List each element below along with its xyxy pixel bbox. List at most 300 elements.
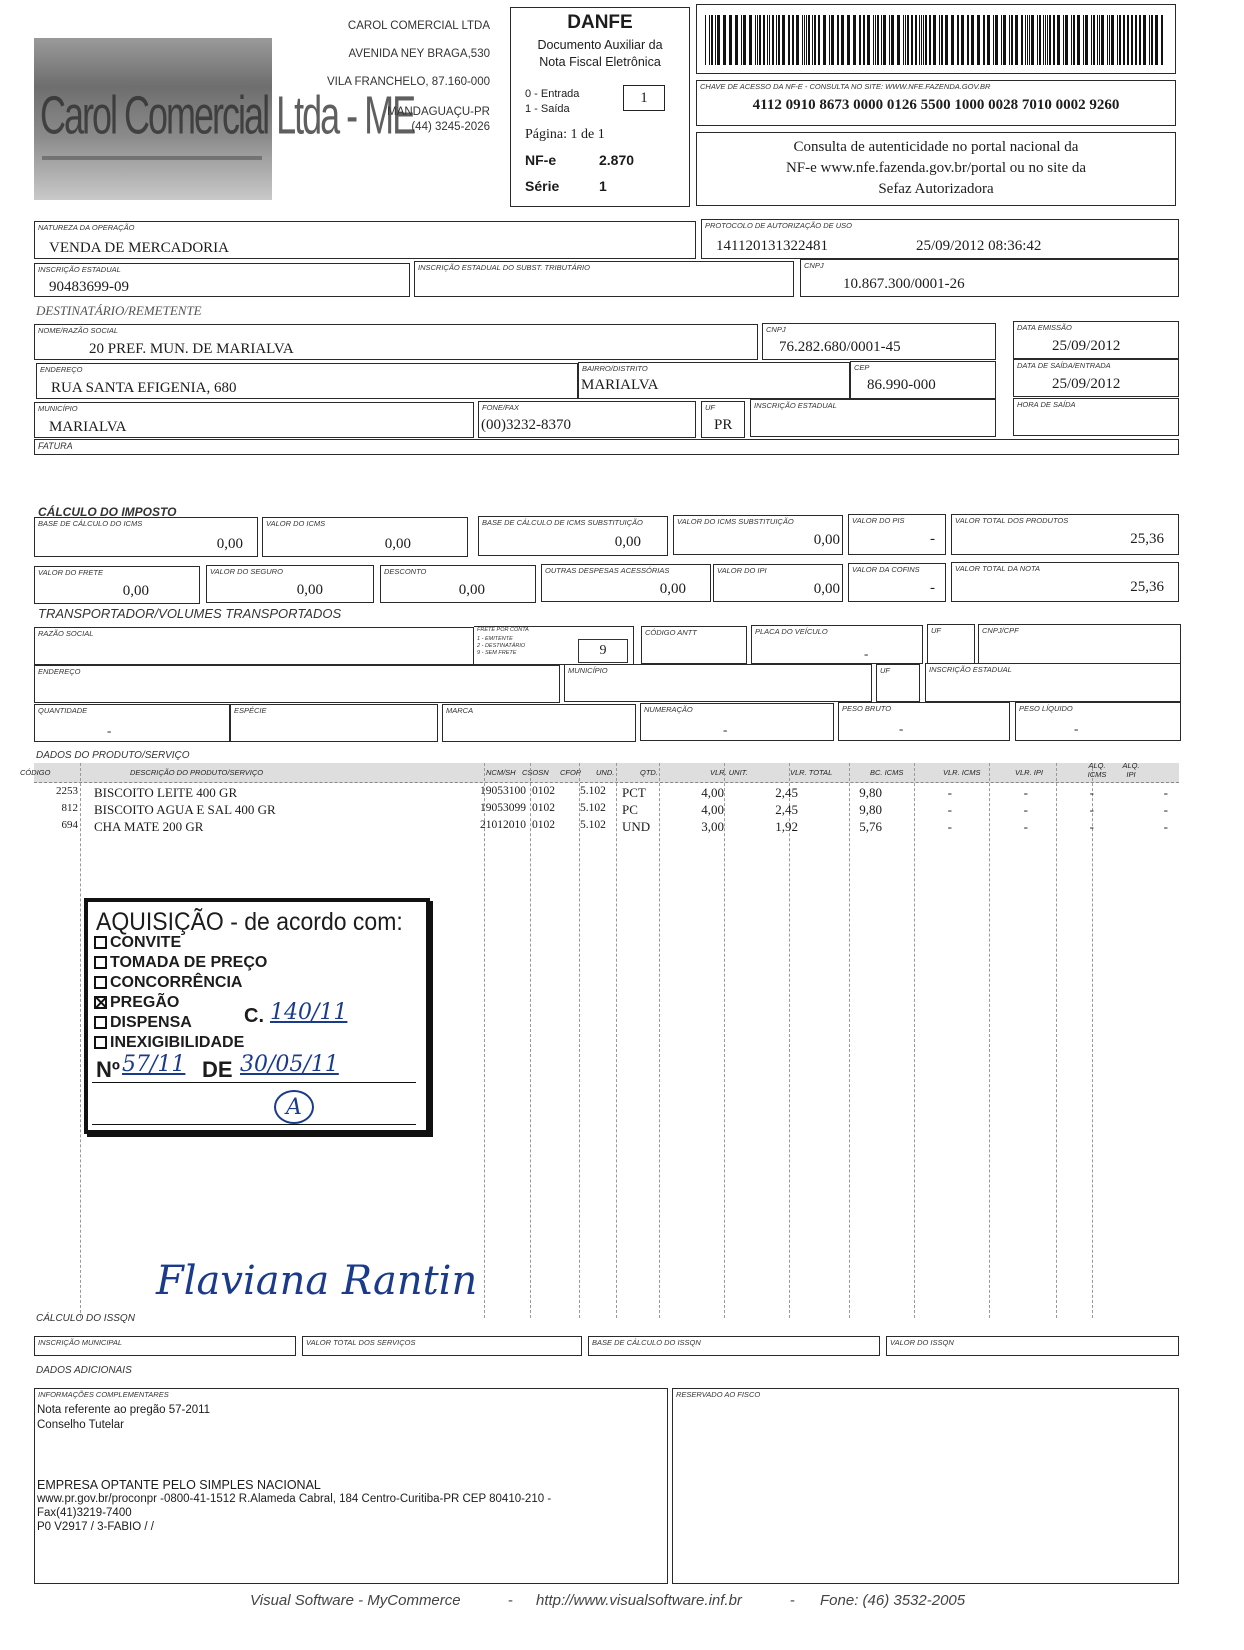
other-expenses-box: [541, 564, 711, 602]
danfe-title: DANFE: [567, 12, 633, 33]
info-line-5: Fax(41)3219-7400: [37, 1507, 132, 1519]
products-header-vlr-total: VLR. TOTAL: [790, 768, 833, 777]
base-icms-st-box: [478, 516, 668, 556]
exit-date-box: [1013, 359, 1179, 397]
carrier-ie-box: [925, 663, 1181, 702]
stamp-option-label: CONVITE: [110, 934, 182, 951]
cell-code: 2253: [56, 785, 78, 797]
ie-box: [34, 263, 410, 297]
barcode-bar: [1057, 15, 1060, 65]
products-column-divider: [659, 763, 660, 1318]
stamp-initials: A: [274, 1090, 314, 1124]
access-key-label: CHAVE DE ACESSO DA NF-E - CONSULTA NO SITE: WWW.NFE.FAZENDA.GOV.BR: [700, 82, 991, 91]
freight-mode-box: [474, 626, 634, 665]
gross-weight-box: [838, 702, 1010, 741]
barcode-bar: [1151, 15, 1153, 65]
barcode-bar: [945, 15, 948, 65]
cell-unit: PC: [622, 802, 638, 817]
barcode-bar: [1071, 15, 1072, 65]
barcode-bar: [743, 15, 746, 65]
base-icms-box: [34, 517, 258, 557]
consult-line-1: Consulta de autenticidade no portal nacional da: [793, 139, 1079, 155]
cell-aliquot: -: [1163, 785, 1168, 800]
barcode-bar: [881, 15, 882, 65]
stamp-option-1: [94, 934, 181, 952]
logo-text: Carol Comercial Ltda - ME: [40, 84, 415, 146]
uf-value: PR: [714, 417, 733, 433]
barcode-bar: [1003, 15, 1006, 65]
barcode-bar: [1083, 15, 1084, 65]
barcode-bar: [983, 15, 985, 65]
emitter-address: AVENIDA NEY BRAGA,530: [348, 48, 490, 60]
barcode-bar: [915, 15, 917, 65]
issqn-base-label: BASE DE CÁLCULO DO ISSQN: [592, 1338, 701, 1347]
emission-date-label: DATA EMISSÃO: [1017, 323, 1072, 332]
cell-cfop: 5.102: [580, 802, 606, 814]
district-value: MARIALVA: [581, 377, 659, 393]
icms-label: VALOR DO ICMS: [266, 519, 326, 528]
barcode-bar: [709, 15, 710, 65]
cell-ncm: 19053099: [480, 802, 526, 814]
recipient-name-box: [34, 324, 758, 360]
cell-qty: 4,00: [701, 802, 724, 817]
products-column-divider: [1089, 763, 1094, 1318]
barcode-bar: [818, 15, 820, 65]
cell-code: 812: [61, 802, 78, 814]
barcode-bar: [1047, 15, 1048, 65]
gross-weight-label: PESO BRUTO: [842, 704, 892, 713]
freight-mode-value: 9: [578, 639, 628, 663]
products-column-divider: [530, 763, 531, 1318]
barcode-bar: [1107, 15, 1108, 65]
discount-label: DESCONTO: [384, 567, 427, 576]
products-header-alq-icms: ALQ. ICMS: [1087, 761, 1107, 779]
cofins-value: -: [930, 580, 935, 596]
icms-st-value: 0,00: [813, 532, 840, 548]
barcode-bar: [873, 15, 874, 65]
barcode-bar: [1097, 15, 1098, 65]
barcode-bar: [971, 15, 974, 65]
barcode-bar: [759, 15, 761, 65]
base-icms-st-label: BASE DE CÁLCULO DE ICMS SUBSTITUIÇÃO: [482, 518, 643, 527]
products-header-vlr-unit: VLR. UNIT.: [710, 768, 748, 777]
barcode-bar: [853, 15, 856, 65]
total-products-label: VALOR TOTAL DOS PRODUTOS: [955, 516, 1069, 525]
barcode-bar: [823, 15, 826, 65]
cell-total: 9,80: [859, 802, 882, 817]
fisco-label: RESERVADO AO FISCO: [676, 1390, 761, 1399]
barcode-bar: [769, 15, 770, 65]
barcode-bar: [755, 15, 756, 65]
carrier-uf2-label: UF: [880, 666, 890, 675]
info-line-3: EMPRESA OPTANTE PELO SIMPLES NACIONAL: [37, 1478, 321, 1492]
barcode-bar: [883, 15, 886, 65]
species-label: ESPÉCIE: [234, 706, 267, 715]
numbering-value: -: [723, 722, 728, 737]
qty-value: -: [107, 723, 112, 738]
emitter-cnpj-label: CNPJ: [804, 261, 824, 270]
barcode-bar: [1011, 15, 1013, 65]
stamp-option-label: TOMADA DE PREÇO: [110, 954, 268, 971]
protocol-datetime: 25/09/2012 08:36:42: [916, 238, 1042, 254]
pis-value: -: [930, 531, 935, 547]
issqn-base-box: [588, 1336, 880, 1356]
icms-st-label: VALOR DO ICMS SUBSTITUIÇÃO: [677, 517, 794, 526]
phone-label: FONE/FAX: [482, 403, 519, 412]
cell-code: 694: [61, 819, 78, 831]
ie-st-label: INSCRIÇÃO ESTADUAL DO SUBST. TRIBUTÁRIO: [418, 263, 590, 272]
cell-cfop: 5.102: [580, 819, 606, 831]
barcode-bar: [1053, 15, 1055, 65]
ipi-value: 0,00: [813, 581, 840, 597]
barcode-bar: [1143, 15, 1146, 65]
additional-section: DADOS ADICIONAIS: [36, 1365, 132, 1376]
carrier-address-box: [34, 665, 560, 703]
barcode-bar: [1025, 15, 1026, 65]
footer-sep-1: -: [508, 1592, 513, 1609]
footer-url[interactable]: http://www.visualsoftware.inf.br: [536, 1592, 742, 1609]
emitter-city: MANDAGUAÇU-PR: [387, 106, 490, 118]
barcode-bar: [711, 15, 713, 65]
recipient-cnpj: 76.282.680/0001-45: [779, 339, 901, 355]
recipient-section: DESTINATÁRIO/REMETENTE: [36, 303, 202, 318]
nature-box: [34, 221, 696, 259]
antt-box: [641, 626, 747, 664]
cell-bc-icms: -: [947, 802, 952, 817]
stamp-option-2: [94, 954, 267, 972]
barcode-bar: [1039, 15, 1041, 65]
stamp-option-label: CONCORRÊNCIA: [110, 974, 243, 991]
cell-icms-value: -: [1023, 802, 1028, 817]
barcode-bar: [837, 15, 839, 65]
barcode-bar: [977, 15, 980, 65]
operation-type: 1: [623, 85, 665, 111]
services-total-box: [302, 1336, 582, 1356]
barcode-bar: [903, 15, 904, 65]
transport-section: TRANSPORTADOR/VOLUMES TRANSPORTADOS: [38, 606, 342, 621]
barcode-bar: [1077, 15, 1080, 65]
footer-software: Visual Software - MyCommerce: [250, 1592, 461, 1609]
barcode-bar: [776, 15, 777, 65]
city-box: [34, 402, 474, 438]
city-label: MUNICÍPIO: [38, 404, 78, 413]
barcode-bar: [1073, 15, 1075, 65]
brand-box: [442, 704, 636, 742]
uf-label: UF: [705, 403, 715, 412]
checkbox-icon: [94, 1016, 107, 1029]
info-line-2: Conselho Tutelar: [37, 1419, 124, 1431]
cell-unit: PCT: [622, 785, 646, 800]
barcode-bar: [812, 15, 813, 65]
barcode-bar: [933, 15, 936, 65]
stamp-date-value: 30/05/11: [240, 1052, 339, 1077]
freight-label: VALOR DO FRETE: [38, 568, 104, 577]
barcode-bar: [1093, 15, 1095, 65]
ie-value: 90483699-09: [49, 279, 129, 295]
barcode-bar: [941, 15, 943, 65]
barcode-bar: [957, 15, 959, 65]
net-weight-label: PESO LÍQUIDO: [1019, 704, 1073, 713]
brand-label: MARCA: [446, 706, 474, 715]
products-column-divider: [849, 763, 850, 1318]
barcode-bar: [891, 15, 894, 65]
danfe-subtitle-2: Nota Fiscal Eletrônica: [539, 55, 661, 69]
cell-unit: UND: [622, 819, 651, 834]
total-note-value: 25,36: [1130, 579, 1164, 595]
barcode-bar: [1045, 15, 1046, 65]
discount-box: [380, 565, 536, 603]
carrier-cnpj-label: CNPJ/CPF: [982, 626, 1019, 635]
barcode-bar: [867, 15, 870, 65]
freight-box: [34, 566, 200, 604]
issqn-value-label: VALOR DO ISSQN: [890, 1338, 954, 1347]
cell-ipi-value: -: [1089, 819, 1094, 834]
products-header-csosn: CSOSN: [522, 768, 549, 777]
barcode-bar: [907, 15, 909, 65]
cofins-box: [848, 563, 946, 602]
services-total-label: VALOR TOTAL DOS SERVIÇOS: [306, 1338, 416, 1347]
cell-unit-price: 2,45: [775, 785, 798, 800]
products-column-divider: [789, 763, 790, 1318]
emitter-cnpj-value: 10.867.300/0001-26: [843, 276, 965, 292]
recipient-ie-label: INSCRIÇÃO ESTADUAL: [754, 401, 837, 410]
plate-label: PLACA DO VEÍCULO: [755, 627, 828, 636]
issqn-section: CÁLCULO DO ISSQN: [36, 1313, 135, 1324]
checked-box-icon: [94, 996, 107, 1009]
signature: Flaviana Rantin: [156, 1258, 478, 1304]
cell-bc-icms: -: [947, 819, 952, 834]
carrier-city-label: MUNICÍPIO: [568, 666, 608, 675]
barcode-bar: [796, 15, 799, 65]
products-header-vlr-ipi: VLR. IPI: [1015, 768, 1043, 777]
municipal-registration-box: [34, 1336, 296, 1356]
barcode-bar: [897, 15, 900, 65]
barcode-bar: [1009, 15, 1010, 65]
barcode-bar: [1139, 15, 1141, 65]
barcode-bar: [757, 15, 758, 65]
barcode: [705, 15, 1167, 65]
recipient-name-label: NOME/RAZÃO SOCIAL: [38, 326, 119, 335]
issqn-value-box: [886, 1336, 1179, 1356]
cell-aliquot: -: [1163, 802, 1168, 817]
exit-date-label: DATA DE SAÍDA/ENTRADA: [1017, 361, 1111, 370]
stamp-date-label: DE: [202, 1057, 233, 1082]
qty-label: QUANTIDADE: [38, 706, 88, 715]
pis-box: [848, 514, 946, 555]
plate-value: -: [864, 646, 869, 661]
barcode-bar: [877, 15, 879, 65]
cep-label: CEP: [854, 363, 870, 372]
total-note-label: VALOR TOTAL DA NOTA: [955, 564, 1041, 573]
net-weight-value: -: [1074, 721, 1079, 736]
recipient-address-box: [36, 363, 578, 399]
freight-mode-label: FRETE POR CONTA: [477, 627, 529, 633]
consult-line-2: NF-e www.nfe.fazenda.gov.br/portal ou no site da: [785, 160, 1087, 176]
table-row: [34, 802, 1179, 819]
footer-sep-2: -: [790, 1592, 795, 1609]
info-line-1: Nota referente ao pregão 57-2011: [37, 1404, 211, 1416]
insurance-box: [206, 565, 374, 603]
barcode-bar: [875, 15, 876, 65]
barcode-bar: [993, 15, 994, 65]
barcode-bar: [1117, 15, 1118, 65]
products-column-divider: [484, 763, 485, 1318]
barcode-bar: [717, 15, 720, 65]
products-header-bc-icms: BC. ICMS: [870, 768, 904, 777]
consult-box: [696, 132, 1176, 206]
ipi-box: [713, 564, 843, 602]
barcode-bar: [995, 15, 998, 65]
barcode-bar: [919, 15, 920, 65]
table-row: [34, 819, 1179, 836]
barcode-bar: [778, 15, 780, 65]
emission-date-box: [1013, 321, 1179, 359]
exit-label: 1 - Saída: [525, 103, 570, 115]
barcode-bar: [814, 15, 816, 65]
recipient-address-label: ENDEREÇO: [40, 365, 83, 374]
stamp-option-5: [94, 1014, 192, 1032]
district-label: BAIRRO/DISTRITO: [582, 364, 648, 373]
products-header-descri-o-do-produto-servi-o: DESCRIÇÃO DO PRODUTO/SERVIÇO: [130, 768, 264, 777]
barcode-bar: [723, 15, 726, 65]
checkbox-icon: [94, 1036, 107, 1049]
products-column-divider: [579, 763, 580, 1318]
cell-ncm: 19053100: [480, 785, 526, 797]
barcode-bar: [987, 15, 990, 65]
barcode-bar: [715, 15, 716, 65]
cell-csosn: 0102: [532, 785, 555, 797]
nfe-label: NF-e: [525, 152, 557, 168]
carrier-cnpj-box: [978, 624, 1181, 664]
plate-box: [751, 625, 923, 664]
ie-label: INSCRIÇÃO ESTADUAL: [38, 265, 121, 274]
ie-st-box: [414, 261, 794, 297]
barcode-bar: [802, 15, 803, 65]
stamp-option-label: DISPENSA: [110, 1014, 192, 1031]
other-expenses-value: 0,00: [659, 581, 686, 597]
stamp-c-label: C.: [244, 1005, 264, 1027]
carrier-label: RAZÃO SOCIAL: [38, 629, 94, 638]
barcode-bar: [1111, 15, 1114, 65]
barcode-bar: [923, 15, 924, 65]
products-header-c-digo: CÓDIGO: [20, 768, 51, 777]
barcode-bar: [1049, 15, 1051, 65]
phone-box: [478, 401, 696, 438]
barcode-bar: [1109, 15, 1110, 65]
nfe-number: 2.870: [599, 152, 635, 168]
recipient-name: 20 PREF. MUN. DE MARIALVA: [89, 341, 294, 357]
products-header-alq-ipi: ALQ. IPI: [1122, 761, 1140, 779]
freight-value: 0,00: [122, 583, 149, 599]
barcode-bar: [735, 15, 738, 65]
freight-option-1: 1 - EMITENTE: [477, 636, 513, 642]
cell-qty: 3,00: [701, 819, 724, 834]
freight-option-2: 2 - DESTINATÁRIO: [477, 643, 526, 649]
carrier-uf2-box: [876, 664, 920, 702]
table-row: [34, 785, 1179, 802]
barcode-bar: [1037, 15, 1038, 65]
checkbox-icon: [94, 936, 107, 949]
barcode-bar: [1123, 15, 1125, 65]
base-icms-st-value: 0,00: [614, 534, 641, 550]
cell-qty: 4,00: [701, 785, 724, 800]
invoice-label: FATURA: [38, 441, 73, 451]
numbering-label: NUMERAÇÃO: [644, 705, 693, 714]
uf-box: [701, 401, 745, 438]
carrier-uf-label: UF: [931, 626, 941, 635]
barcode-bar: [1043, 15, 1044, 65]
cell-total: 5,76: [859, 819, 882, 834]
additional-info-box: [34, 1388, 668, 1584]
freight-option-3: 9 - SEM FRETE: [477, 650, 517, 656]
species-box: [230, 704, 438, 742]
cell-ncm: 21012010: [480, 819, 526, 831]
serie-label: Série: [525, 178, 560, 194]
products-column-divider: [989, 763, 990, 1318]
barcode-bar: [1031, 15, 1034, 65]
products-column-divider: [914, 763, 915, 1318]
barcode-bar: [1127, 15, 1129, 65]
emitter-cnpj-box: [800, 259, 1179, 297]
barcode-bar: [1091, 15, 1092, 65]
cell-description: CHA MATE 200 GR: [94, 819, 204, 834]
info-line-4: www.pr.gov.br/proconpr -0800-41-1512 R.Alameda Cabral, 184 Centro-Curitiba-PR CEP 80410-210 -: [37, 1493, 552, 1505]
barcode-bar: [1099, 15, 1100, 65]
carrier-city-box: [564, 664, 872, 702]
stamp-option-label: INEXIGIBILIDADE: [110, 1034, 245, 1051]
barcode-bar: [905, 15, 906, 65]
serie-number: 1: [599, 178, 607, 194]
products-header-ncm-sh: NCM/SH: [486, 768, 516, 777]
recipient-cnpj-box: [762, 323, 996, 360]
products-header-vlr-icms: VLR. ICMS: [943, 768, 981, 777]
barcode-bar: [863, 15, 865, 65]
cell-description: BISCOITO AGUA E SAL 400 GR: [94, 802, 276, 817]
ipi-label: VALOR DO IPI: [717, 566, 767, 575]
total-note-box: [951, 562, 1179, 602]
cell-aliquot: -: [1163, 819, 1168, 834]
emission-date: 25/09/2012: [1052, 338, 1121, 354]
barcode-bar: [1015, 15, 1018, 65]
barcode-bar: [806, 15, 807, 65]
stamp-option-6: [94, 1034, 244, 1052]
stamp-option-4: [94, 994, 179, 1012]
recipient-cnpj-label: CNPJ: [766, 325, 786, 334]
pis-label: VALOR DO PIS: [852, 516, 905, 525]
barcode-bar: [1155, 15, 1158, 65]
barcode-bar: [911, 15, 913, 65]
district-box: [578, 362, 850, 399]
cell-description: BISCOITO LEITE 400 GR: [94, 785, 238, 800]
nature-value: VENDA DE MERCADORIA: [49, 240, 229, 256]
city-value: MARIALVA: [49, 419, 127, 435]
exit-time-box: [1013, 398, 1179, 436]
icms-st-box: [673, 515, 843, 555]
phone-value: (00)3232-8370: [481, 417, 571, 433]
stamp-title: AQUISIÇÃO - de acordo com:: [96, 908, 403, 936]
barcode-bar: [929, 15, 931, 65]
barcode-bar: [1161, 15, 1163, 65]
barcode-bar: [1085, 15, 1088, 65]
barcode-bar: [967, 15, 969, 65]
barcode-bar: [1021, 15, 1023, 65]
emitter-district: VILA FRANCHELO, 87.160-000: [327, 76, 490, 88]
protocol-box: [701, 219, 1179, 259]
barcode-bar: [741, 15, 742, 65]
barcode-bar: [831, 15, 834, 65]
recipient-ie-box: [750, 399, 996, 437]
page-indicator: Página: 1 de 1: [525, 127, 605, 142]
